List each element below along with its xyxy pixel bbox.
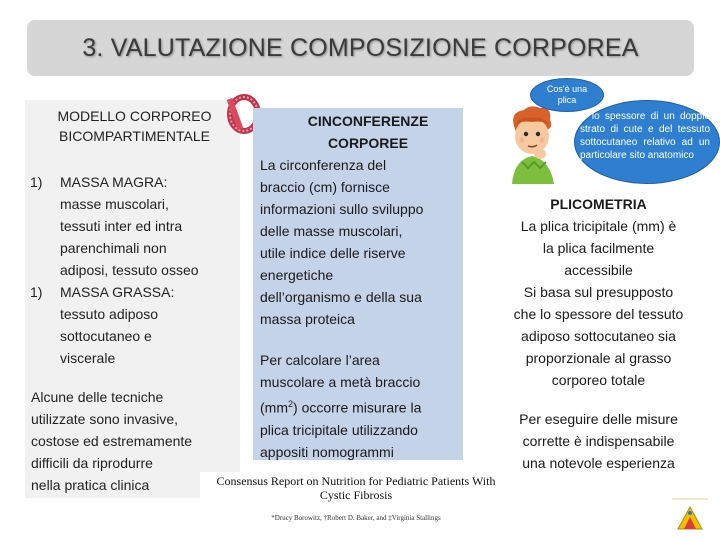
paragraph-line: plica tricipitale utilizzando: [260, 421, 418, 438]
note-line: utilizzate sono invasive,: [31, 411, 179, 427]
list-heading: MASSA MAGRA:: [60, 174, 168, 190]
paragraph-line: informazioni sullo sviluppo: [260, 201, 424, 217]
unit-text: (mm: [260, 399, 288, 416]
paragraph-line: Per calcolare l’area: [260, 352, 380, 368]
list-item-text: parenchimali non: [60, 240, 167, 256]
answer-bubble-text: È lo spessore di un doppio strato di cute e del tessuto sottocutaneo relativo ad un particolare sito anatomico: [580, 111, 710, 161]
title-bar: [27, 20, 694, 76]
muscle-area-paragraph: [260, 349, 460, 463]
question-bubble-text: Cos'è una plica: [546, 84, 588, 105]
list-item: [30, 171, 230, 193]
circumferences-paragraph: [260, 154, 460, 330]
paragraph-line: appositi nomogrammi: [260, 443, 394, 460]
consensus-title-line: Consensus Report on Nutrition for Pediatric Patients With: [216, 474, 496, 488]
paragraph-line: corporeo totale: [551, 372, 646, 388]
circumferences-title-line: CINCONFERENZE: [307, 113, 429, 129]
model-title: [42, 106, 227, 146]
paragraph-line: accessibile: [564, 262, 633, 278]
experience-note: [492, 408, 705, 474]
paragraph-line: muscolare a metà braccio: [260, 374, 421, 390]
paragraph-line: La plica tricipitale (mm) è: [520, 218, 677, 234]
paragraph-line: la plica facilmente: [542, 240, 655, 256]
paragraph-line: massa proteica: [260, 311, 355, 327]
note-line: costose ed estremamente: [31, 433, 193, 449]
list-item: [30, 281, 230, 303]
paragraph-line: corrette è indispensabile: [522, 433, 675, 449]
thinking-child-illustration: [500, 104, 580, 184]
consensus-title-line: Cystic Fibrosis: [319, 488, 393, 502]
paragraph-line: adiposo sottocutaneo sia: [521, 328, 676, 344]
model-title-line: MODELLO CORPOREO: [57, 108, 212, 124]
paragraph-line: La circonferenza del: [260, 157, 387, 173]
consensus-authors: *Drucy Borowitz, †Robert D. Baker, and ‡Virginia Stallings: [271, 514, 441, 522]
note-line: nella pratica clinica: [31, 477, 150, 493]
question-bubble: [530, 78, 604, 112]
organization-logo: [668, 495, 712, 535]
paragraph-line: delle masse muscolari,: [260, 223, 403, 239]
paragraph-line: energetiche: [260, 267, 334, 283]
note-line: Alcune delle tecniche: [31, 389, 164, 405]
model-title-line: BICOMPARTIMENTALE: [59, 128, 210, 144]
note-line: difficili da riprodurre: [31, 455, 153, 471]
page-title: 3. VALUTAZIONE COMPOSIZIONE CORPOREA: [82, 33, 639, 62]
paragraph-line: braccio (cm) fornisce: [260, 179, 390, 195]
compartment-list: [30, 171, 230, 369]
list-item-text: tessuti inter ed intra: [60, 218, 183, 234]
paragraph-line: Si basa sul presupposto: [523, 284, 674, 300]
list-item-text: sottocutaneo e: [60, 328, 152, 344]
paragraph-line: che lo spessore del tessuto: [513, 306, 684, 322]
circumferences-title: [293, 110, 443, 154]
list-number: 1): [30, 284, 43, 300]
plicometry-title: PLICOMETRIA: [550, 196, 647, 212]
paragraph-text: ) occorre misurare la: [293, 399, 422, 416]
list-heading: MASSA GRASSA:: [60, 284, 175, 300]
paragraph-line: Per eseguire delle misure: [519, 411, 678, 427]
circumferences-title-line: CORPOREE: [327, 135, 409, 151]
list-item-text: adiposi, tessuto osseo: [60, 262, 199, 278]
list-item-text: tessuto adiposo: [60, 306, 159, 322]
list-number: 1): [30, 174, 43, 190]
list-item-text: masse muscolari,: [60, 196, 169, 212]
paragraph-line: utile indice delle riserve: [260, 245, 406, 261]
plicometry-block: [492, 193, 705, 391]
list-item-text: viscerale: [60, 350, 116, 366]
unit-superscript: 2: [288, 399, 294, 409]
paragraph-line: dell’organismo e della sua: [260, 289, 422, 305]
paragraph-line: proporzionale al grasso: [525, 350, 672, 366]
paragraph-line: una notevole esperienza: [522, 455, 675, 471]
paragraph-line: [260, 393, 460, 419]
